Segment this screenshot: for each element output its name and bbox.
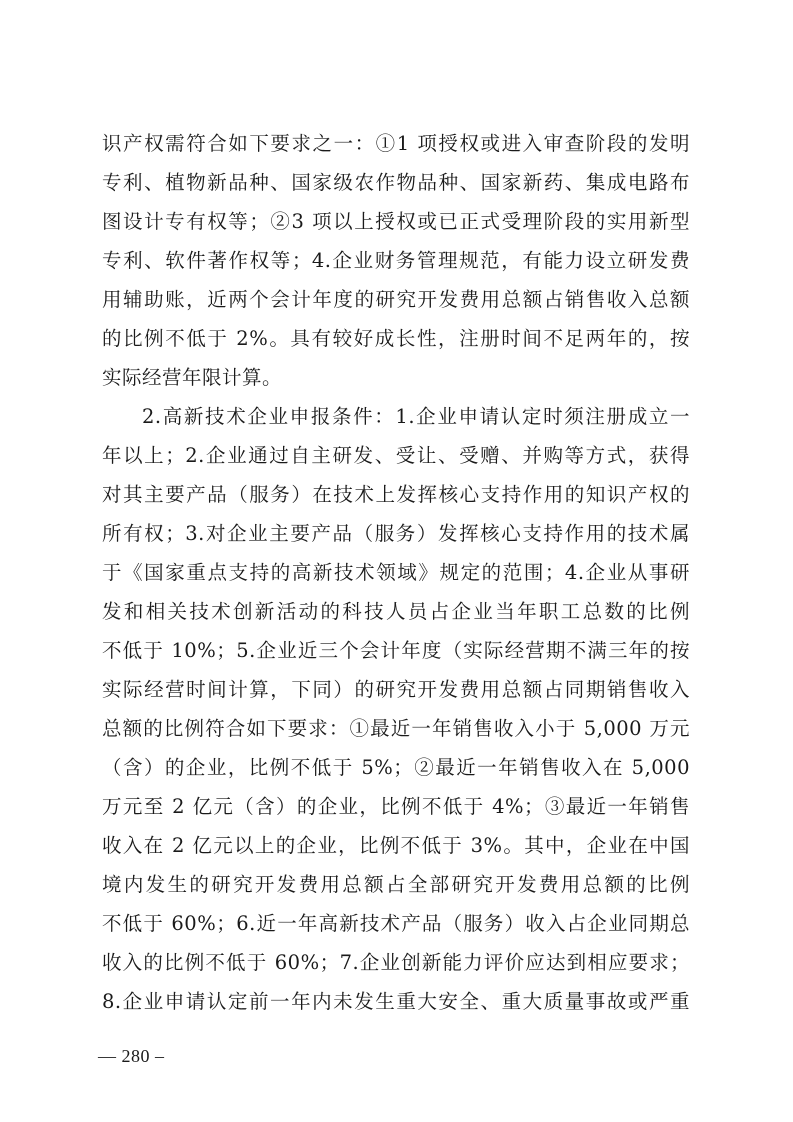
text-line: 不低于 60%；6.近一年高新技术产品（服务）收入占企业同期总 [102, 912, 690, 935]
text-line: 发和相关技术创新活动的科技人员占企业当年职工总数的比例 [102, 600, 690, 623]
text-line: 专利、软件著作权等；4.企业财务管理规范，有能力设立研发费 [102, 249, 690, 272]
text-line: 专利、植物新品种、国家级农作物品种、国家新药、集成电路布 [102, 171, 690, 194]
text-line: 总额的比例符合如下要求：①最近一年销售收入小于 5,000 万元 [102, 717, 690, 740]
text-line: 于《国家重点支持的高新技术领域》规定的范围；4.企业从事研 [102, 561, 690, 584]
text-line: 境内发生的研究开发费用总额占全部研究开发费用总额的比例 [102, 873, 690, 896]
paragraph [102, 397, 690, 1021]
text-line: 实际经营时间计算，下同）的研究开发费用总额占同期销售收入 [102, 678, 690, 701]
page-number: — 280 – [98, 1046, 165, 1066]
text-line: 收入的比例不低于 60%；7.企业创新能力评价应达到相应要求； [102, 951, 690, 974]
text-line: 用辅助账，近两个会计年度的研究开发费用总额占销售收入总额 [102, 288, 690, 311]
text-line: 所有权；3.对企业主要产品（服务）发挥核心支持作用的技术属 [102, 522, 690, 545]
paragraph [102, 124, 690, 397]
text-line: 的比例不低于 2%。具有较好成长性，注册时间不足两年的，按 [102, 327, 690, 350]
text-line: 2.高新技术企业申报条件：1.企业申请认定时须注册成立一 [142, 405, 690, 428]
text-line: 8.企业申请认定前一年内未发生重大安全、重大质量事故或严重 [102, 990, 690, 1013]
text-line: 年以上；2.企业通过自主研发、受让、受赠、并购等方式，获得 [102, 444, 690, 467]
text-line: 万元至 2 亿元（含）的企业，比例不低于 4%；③最近一年销售 [102, 795, 690, 818]
body-text [102, 124, 690, 1021]
text-line: （含）的企业，比例不低于 5%；②最近一年销售收入在 5,000 [102, 756, 690, 779]
text-line: 收入在 2 亿元以上的企业，比例不低于 3%。其中，企业在中国 [102, 834, 690, 857]
text-line: 图设计专有权等；②3 项以上授权或已正式受理阶段的实用新型 [102, 210, 690, 233]
text-line: 不低于 10%；5.企业近三个会计年度（实际经营期不满三年的按 [102, 639, 690, 662]
text-line: 识产权需符合如下要求之一：①1 项授权或进入审查阶段的发明 [102, 132, 690, 155]
text-line: 对其主要产品（服务）在技术上发挥核心支持作用的知识产权的 [102, 483, 690, 506]
text-line: 实际经营年限计算。 [102, 366, 283, 389]
